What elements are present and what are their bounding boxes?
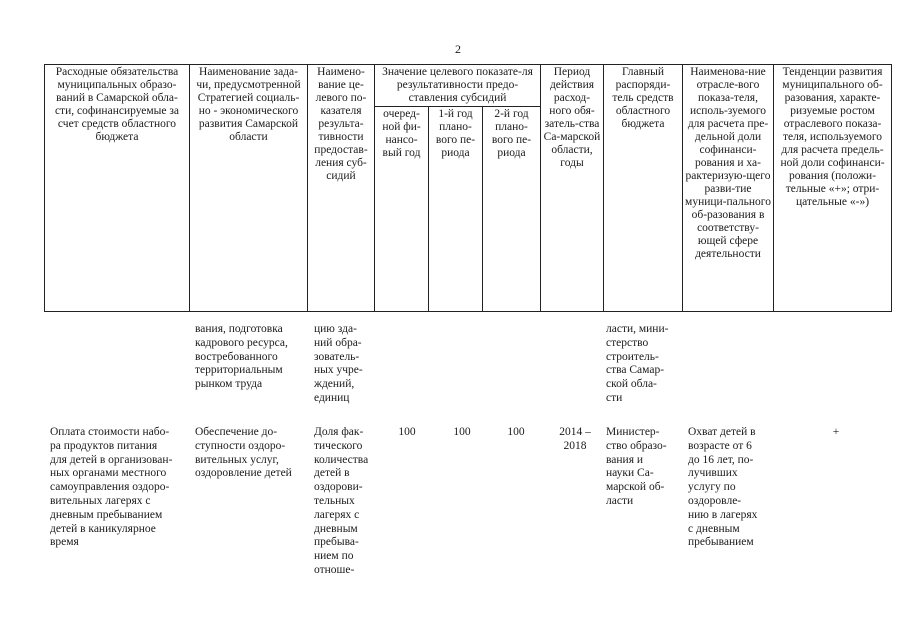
text-line: цию зда- [314,323,357,335]
header-sector-indicator: Наименова-ние отрасле-вого показа-теля, исполь-зуемого для расчета пре-дельной доли софинанси-рования и ха-рактеризую-щего разви-тие муници-пального об-разования в соответству-ющей сфере деятельности [683,65,774,312]
text-line: ласти [606,494,634,507]
text-line: услугу по [688,481,736,494]
continuation-task-text [195,323,301,392]
header-next-fiscal-year: очеред-ной фи-нансо-вый год [375,107,429,312]
text-line: 2014 – [559,426,591,438]
row-value-planning-2: 100 [507,426,525,438]
text-line: Оплата стоимости набо- [50,426,170,438]
text-line: марской об- [606,481,665,494]
text-line: 2018 [563,439,587,452]
row-value-planning-1: 100 [453,426,471,438]
row-period [546,426,604,454]
text-line: тического [314,439,363,452]
text-line: лагерях с [314,508,360,521]
header-table [44,64,892,312]
header-planning-year-2: 2-й год плано-вого пе-риода [483,107,541,312]
text-line: зователь- [314,350,360,363]
header-expenditure-obligations: Расходные обязательства муниципальных образо-ваний в Самарской обла-сти, софинансируемые за счет средств областного бюджета [45,65,190,312]
text-line: лучивших [688,467,738,480]
row-indicator-name [314,426,376,578]
text-line: стерство [606,336,649,349]
text-line: вительных лагерях с [50,494,151,507]
header-indicator-value-group: Значение целевого показате-ля результативности предо-ставления субсидий [375,65,541,107]
text-line: возрасте от 6 [688,439,752,452]
row-trend-sign: + [832,426,840,438]
row-sector-indicator [688,426,769,550]
header-chief-manager: Главный распоряди-тель средств областного бюджета [604,65,683,312]
text-line: количества [314,453,369,466]
text-line: ства Самар- [606,364,665,377]
text-line: ний обра- [314,336,362,349]
text-line: дневным пребыванием [50,508,163,521]
text-line: ство образо- [606,439,667,452]
text-line: единиц [314,391,350,404]
text-line: оздорови- [314,481,363,494]
text-line: самоуправления оздоро- [50,481,170,494]
text-line: с дневным [688,522,740,535]
text-line: детей в каникулярное [50,522,156,535]
text-line: Обеспечение до- [195,426,278,438]
text-line: Охват детей в [688,426,756,438]
text-line: нию в лагерях [688,508,758,521]
text-line: тельных [314,494,355,507]
text-line: ра продуктов питания [50,439,158,452]
text-line: для детей в организован- [50,453,173,466]
text-line: нием по [314,550,354,563]
text-line: территориальным [195,364,283,377]
header-task-name: Наименование зада-чи, предусмотренной Стратегией социаль-но - экономического развития Самарской области [190,65,308,312]
header-trends: Тенденции развития муниципального об-разования, характе-ризуемые ростом отраслевого показа-теля, используемого для расчета предель-ной доли софинанси-рования (положи-тельные «+»; отри-цательные «-») [774,65,892,312]
header-period: Период действия расход-ного обя-затель-ства Са-марской области, годы [541,65,604,312]
text-line: ской обла- [606,378,657,391]
text-line: Доля фак- [314,426,364,438]
text-line: ласти, мини- [606,323,669,335]
text-line: время [50,536,79,549]
header-planning-year-1: 1-й год плано-вого пе-риода [429,107,483,312]
text-line: кадрового ресурса, [195,336,288,349]
page-number: 2 [455,42,461,56]
text-line: рынком труда [195,378,263,391]
text-line: сти [606,391,623,404]
text-line: вания и [606,453,644,466]
text-line: детей в [314,467,350,480]
text-line: до 16 лет, по- [688,453,754,466]
row-chief-manager [606,426,676,509]
text-line: вительных услуг, [195,453,279,466]
text-line: пребыва- [314,536,359,549]
text-line: востребованного [195,350,278,363]
row-expenditure-obligation [50,426,190,550]
text-line: Министер- [606,426,660,438]
text-line: вания, подготовка [195,323,283,335]
text-line: отноше- [314,563,355,576]
header-indicator-name: Наимено-вание це-левого по-казателя результа-тивности предостав-ления суб-сидий [308,65,375,312]
text-line: науки Са- [606,467,654,480]
row-value-next-year: 100 [398,426,416,438]
text-line: ных органами местного [50,467,167,480]
text-line: пребыванием [688,536,754,549]
text-line: оздоровле- [688,494,742,507]
continuation-indicator-text [314,323,374,406]
text-line: ждений, [314,378,355,391]
continuation-chief-manager-text [606,323,676,406]
text-line: ных учре- [314,364,363,377]
text-line: ступности оздоро- [195,439,286,452]
text-line: строитель- [606,350,659,363]
text-line: оздоровление детей [195,467,292,480]
text-line: дневным [314,522,358,535]
row-task-name [195,426,303,481]
